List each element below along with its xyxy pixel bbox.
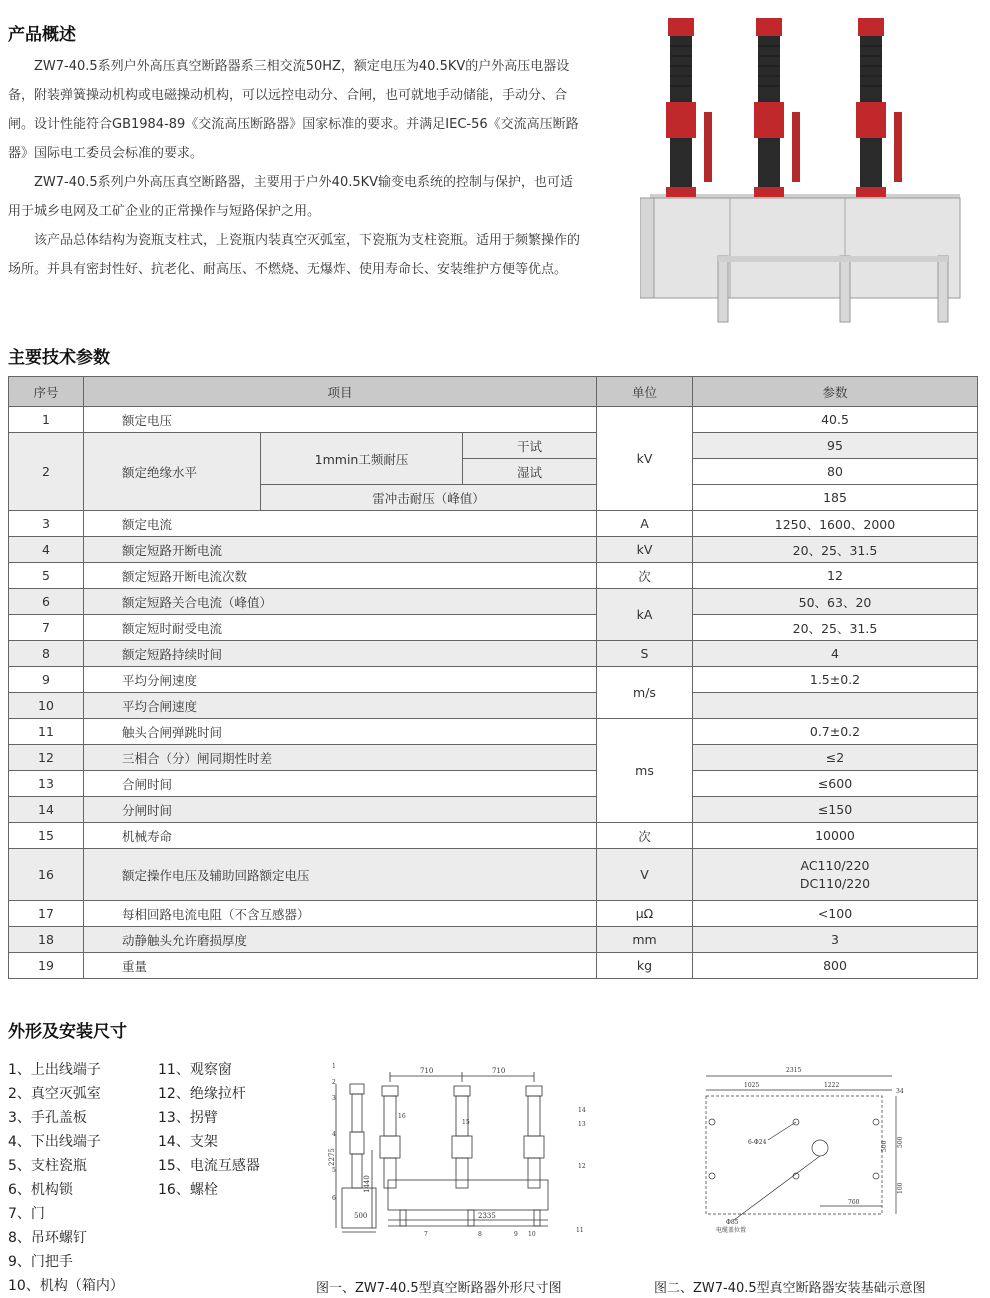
callout-label: 7	[424, 1231, 428, 1238]
row-no: 13	[9, 771, 84, 797]
callout-label: 13	[578, 1121, 586, 1128]
row-no: 17	[9, 901, 84, 927]
dim-label: 100	[897, 1182, 904, 1194]
figure-2-caption: 图二、ZW7-40.5型真空断路器安装基础示意图	[654, 1281, 926, 1296]
row-no: 18	[9, 927, 84, 953]
dim-label: Φ85	[726, 1219, 739, 1226]
row-value: 185	[693, 485, 978, 511]
table-row	[9, 693, 978, 719]
row-value: ≤150	[693, 797, 978, 823]
row-value: 800	[693, 953, 978, 979]
callout-label: 9	[514, 1231, 518, 1238]
row-value: 1.5±0.2	[693, 667, 978, 693]
row-no: 14	[9, 797, 84, 823]
list-item: 11、观察窗	[158, 1062, 232, 1078]
row-item: 额定短路开断电流次数	[84, 563, 597, 589]
pole-1	[666, 18, 712, 197]
callout-label: 11	[576, 1227, 584, 1234]
table-row	[9, 745, 978, 771]
overview-heading: 产品概述	[8, 25, 76, 45]
table-row	[9, 797, 978, 823]
figure-1-outline-drawing	[328, 1060, 598, 1238]
row-value: 4	[693, 641, 978, 667]
row-unit: A	[597, 511, 693, 537]
dim-label: 6-Φ24	[748, 1139, 767, 1146]
row-no: 10	[9, 693, 84, 719]
list-item: 3、手孔盖板	[8, 1110, 87, 1126]
table-row	[9, 719, 978, 745]
list-item: 14、支架	[158, 1134, 218, 1150]
row-item: 额定短路持续时间	[84, 641, 597, 667]
row-subitem: 1mmin工频耐压	[261, 433, 463, 485]
col-header-no: 序号	[9, 377, 84, 407]
col-header-item: 项目	[84, 377, 597, 407]
overview-paragraph-2: ZW7-40.5系列户外高压真空断路器，主要用于户外40.5KV输变电系统的控制与保护，也可适用于城乡电网及工矿企业的正常操作与短路保护之用。	[8, 175, 574, 219]
list-item: 5、支柱瓷瓶	[8, 1158, 87, 1174]
row-unit: kV	[597, 407, 693, 511]
callout-label: 6	[332, 1195, 336, 1202]
table-header-row	[9, 377, 978, 407]
row-no: 6	[9, 589, 84, 615]
row-value: 1250、1600、2000	[693, 511, 978, 537]
row-no: 8	[9, 641, 84, 667]
specs-heading: 主要技术参数	[8, 348, 110, 368]
row-no: 15	[9, 823, 84, 849]
row-value: ≤2	[693, 745, 978, 771]
list-item: 12、绝缘拉杆	[158, 1086, 246, 1102]
row-unit: ms	[597, 719, 693, 823]
row-unit: kg	[597, 953, 693, 979]
row-unit: mm	[597, 927, 693, 953]
callout-label: 12	[578, 1163, 586, 1170]
table-row	[9, 615, 978, 641]
pole-2	[754, 18, 800, 197]
list-item: 9、门把手	[8, 1254, 73, 1270]
col-header-unit: 单位	[597, 377, 693, 407]
list-item: 7、门	[8, 1206, 45, 1222]
list-item: 6、机构锁	[8, 1182, 73, 1198]
row-item: 分闸时间	[84, 797, 597, 823]
dim-label: 710	[420, 1067, 434, 1075]
dim-label: 2275	[328, 1148, 336, 1166]
row-value: 3	[693, 927, 978, 953]
row-value-line-1: AC110/220	[800, 857, 870, 873]
list-item: 4、下出线端子	[8, 1134, 101, 1150]
list-item: 13、拐臂	[158, 1110, 218, 1126]
row-item: 平均合闸速度	[84, 693, 597, 719]
row-no: 9	[9, 667, 84, 693]
figure-1-caption: 图一、ZW7-40.5型真空断路器外形尺寸图	[316, 1281, 562, 1296]
table-row	[9, 407, 978, 433]
row-item: 额定短路开断电流	[84, 537, 597, 563]
table-row	[9, 927, 978, 953]
callout-label: 5	[332, 1167, 336, 1174]
row-no: 5	[9, 563, 84, 589]
row-unit: 次	[597, 823, 693, 849]
callout-label: 16	[398, 1113, 406, 1120]
table-row	[9, 667, 978, 693]
list-item: 1、上出线端子	[8, 1062, 101, 1078]
list-item: 8、吊环螺钉	[8, 1230, 87, 1246]
row-item: 动静触头允许磨损厚度	[84, 927, 597, 953]
row-no: 7	[9, 615, 84, 641]
row-item: 额定绝缘水平	[84, 433, 261, 511]
row-value: 20、25、31.5	[693, 537, 978, 563]
row-value: 40.5	[693, 407, 978, 433]
dim-label: 1222	[824, 1082, 840, 1089]
overview-paragraph-3: 该产品总体结构为瓷瓶支柱式，上瓷瓶内装真空灭弧室，下瓷瓶为支柱瓷瓶。适用于频繁操作的场所。并具有密封性好、抗老化、耐高压、不燃烧、无爆炸、使用寿命长、安装维护方便等优点。	[8, 233, 581, 277]
callout-label: 2	[332, 1079, 336, 1086]
row-unit: S	[597, 641, 693, 667]
list-item: 2、真空灭弧室	[8, 1086, 101, 1102]
list-item: 16、螺栓	[158, 1182, 218, 1198]
row-value: 95	[693, 433, 978, 459]
row-subitem-wet: 湿试	[463, 459, 597, 485]
callout-label: 15	[462, 1119, 470, 1126]
table-row	[9, 823, 978, 849]
row-no: 1	[9, 407, 84, 433]
row-unit: μΩ	[597, 901, 693, 927]
dim-label: 1440	[363, 1175, 371, 1193]
callout-label: 10	[528, 1231, 536, 1238]
row-subitem-dry: 干试	[463, 433, 597, 459]
dim-label: 1025	[744, 1082, 760, 1089]
list-item: 15、电流互感器	[158, 1158, 260, 1174]
row-no: 11	[9, 719, 84, 745]
row-no: 12	[9, 745, 84, 771]
list-item: 10、机构（箱内）	[8, 1278, 124, 1294]
row-subitem-impulse: 雷冲击耐压（峰值）	[261, 485, 597, 511]
dim-label: 760	[848, 1199, 860, 1206]
row-item: 额定电压	[84, 407, 597, 433]
table-row	[9, 537, 978, 563]
row-item: 额定电流	[84, 511, 597, 537]
pole-3	[856, 18, 902, 197]
row-item: 额定操作电压及辅助回路额定电压	[84, 849, 597, 901]
row-item: 重量	[84, 953, 597, 979]
dim-label: 500	[897, 1136, 904, 1148]
row-item: 三相合（分）闸同期性时差	[84, 745, 597, 771]
figure-2-foundation-drawing	[696, 1060, 916, 1238]
specs-table	[8, 376, 978, 979]
table-row	[9, 771, 978, 797]
row-no: 2	[9, 433, 84, 511]
row-item: 额定短时耐受电流	[84, 615, 597, 641]
table-row	[9, 433, 978, 459]
row-item: 额定短路关合电流（峰值）	[84, 589, 597, 615]
row-item: 合闸时间	[84, 771, 597, 797]
product-photo	[640, 12, 970, 324]
row-value	[693, 849, 978, 901]
table-row	[9, 849, 978, 901]
row-unit: kA	[597, 589, 693, 641]
overview-paragraph-1: ZW7-40.5系列户外高压真空断路器系三相交流50HZ，额定电压为40.5KV的户外高压电器设备，附装弹簧操动机构或电磁操动机构，可以远控电动分、合闸，也可就地手动储能，手动分、合闸。设计性能符合GB1984-89《交流高压断路器》国家标准的要求。并满足IEC-56《交流高压断路器》国际电工委员会标准的要求。	[8, 59, 579, 161]
row-value: 12	[693, 563, 978, 589]
dim-label: 电缆盖位置	[716, 1227, 747, 1234]
callout-label: 14	[578, 1107, 586, 1114]
row-no: 3	[9, 511, 84, 537]
dim-label: 500	[354, 1212, 368, 1220]
callout-label: 4	[332, 1131, 336, 1138]
table-row	[9, 953, 978, 979]
table-row	[9, 641, 978, 667]
parts-list-right	[158, 1058, 260, 1202]
row-value	[693, 693, 978, 719]
dim-label: 34	[896, 1088, 904, 1095]
row-no: 19	[9, 953, 84, 979]
table-row	[9, 511, 978, 537]
dim-label: 2315	[786, 1067, 802, 1074]
table-row	[9, 901, 978, 927]
dim-label: 2335	[478, 1212, 496, 1220]
row-unit: V	[597, 849, 693, 901]
dim-label: 710	[492, 1067, 506, 1075]
table-row	[9, 563, 978, 589]
overview-text	[8, 52, 580, 284]
row-value: 80	[693, 459, 978, 485]
callout-label: 1	[332, 1063, 336, 1070]
row-no: 16	[9, 849, 84, 901]
table-row	[9, 589, 978, 615]
row-unit: m/s	[597, 667, 693, 719]
callout-label: 3	[332, 1095, 336, 1102]
row-value: 50、63、20	[693, 589, 978, 615]
dimensions-heading: 外形及安装尺寸	[8, 1022, 127, 1042]
row-no: 4	[9, 537, 84, 563]
row-item: 每相回路电流电阻（不含互感器）	[84, 901, 597, 927]
row-unit: kV	[597, 537, 693, 563]
row-value: <100	[693, 901, 978, 927]
row-value: 10000	[693, 823, 978, 849]
row-value: ≤600	[693, 771, 978, 797]
col-header-value: 参数	[693, 377, 978, 407]
row-item: 触头合闸弹跳时间	[84, 719, 597, 745]
parts-list-left	[8, 1058, 124, 1298]
row-unit: 次	[597, 563, 693, 589]
row-value-line-2: DC110/220	[799, 875, 871, 891]
callout-label: 8	[478, 1231, 482, 1238]
row-value: 20、25、31.5	[693, 615, 978, 641]
row-item: 机械寿命	[84, 823, 597, 849]
dim-label: 500	[881, 1140, 888, 1152]
row-item: 平均分闸速度	[84, 667, 597, 693]
row-value: 0.7±0.2	[693, 719, 978, 745]
